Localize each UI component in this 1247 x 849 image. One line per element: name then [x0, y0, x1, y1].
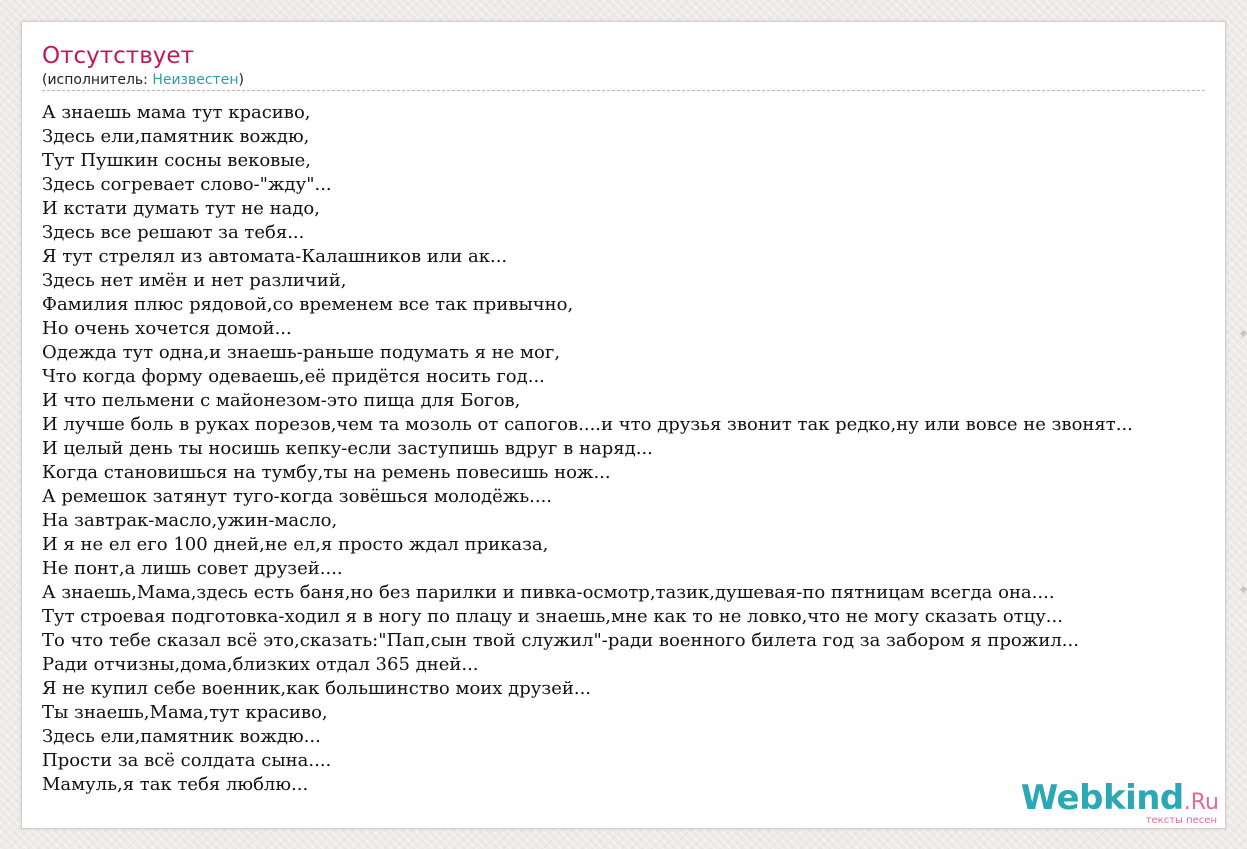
- lyric-line: Прости за всё солдата сына....: [42, 750, 332, 771]
- lyric-line: Но очень хочется домой...: [42, 318, 292, 339]
- lyric-line: Здесь ели,памятник вождю...: [42, 726, 321, 747]
- lyrics-card: [21, 21, 1226, 829]
- edge-ornament: [1240, 330, 1247, 337]
- title-divider: [42, 90, 1205, 91]
- lyric-line: Мамуль,я так тебя люблю...: [42, 774, 309, 795]
- lyric-line: Не понт,а лишь совет друзей....: [42, 558, 343, 579]
- lyric-line: Ради отчизны,дома,близких отдал 365 дней...: [42, 654, 479, 675]
- artist-line: [42, 71, 244, 89]
- lyric-line: Когда становишься на тумбу,ты на ремень повесишь нож...: [42, 462, 611, 483]
- logo-tagline: тексты песен: [1145, 815, 1217, 826]
- lyric-line: И кстати думать тут не надо,: [42, 198, 320, 219]
- artist-prefix: (исполнитель:: [42, 72, 153, 88]
- lyric-line: И целый день ты носишь кепку-если заступишь вдруг в наряд...: [42, 438, 653, 459]
- logo-main-text: Webkind: [1020, 778, 1184, 818]
- lyric-line: Здесь ели,памятник вождю,: [42, 126, 310, 147]
- lyric-line: Тут Пушкин сосны вековые,: [42, 150, 312, 171]
- artist-suffix: ): [238, 72, 244, 88]
- lyric-line: А знаешь мама тут красиво,: [42, 102, 311, 123]
- webkind-logo[interactable]: [1019, 780, 1219, 826]
- song-title: Отсутствует: [42, 43, 194, 69]
- lyric-line: Здесь нет имён и нет различий,: [42, 270, 347, 291]
- lyric-line: И что пельмени с майонезом-это пища для Богов,: [42, 390, 521, 411]
- lyric-line: А знаешь,Мама,здесь есть баня,но без парилки и пивка-осмотр,тазик,душевая-по пятницам всегда она....: [42, 582, 1055, 603]
- lyric-line: Что когда форму одеваешь,её придётся носить год...: [42, 366, 545, 387]
- edge-ornament: [1240, 586, 1247, 593]
- logo-suffix-text: .Ru: [1183, 790, 1219, 815]
- lyric-line: И я не ел его 100 дней,не ел,я просто ждал приказа,: [42, 534, 549, 555]
- artist-link[interactable]: Неизвестен: [152, 72, 239, 88]
- lyric-line: Фамилия плюс рядовой,со временем все так привычно,: [42, 294, 574, 315]
- lyric-line: То что тебе сказал всё это,сказать:"Пап,сын твой служил"-ради военного билета год за забором я прожил...: [42, 630, 1079, 651]
- lyric-line: Я не купил себе военник,как большинство моих друзей...: [42, 678, 592, 699]
- lyric-line: Одежда тут одна,и знаешь-раньше подумать я не мог,: [42, 342, 561, 363]
- lyric-line: Здесь согревает слово-"жду"...: [42, 174, 332, 195]
- lyric-line: Ты знаешь,Мама,тут красиво,: [42, 702, 328, 723]
- lyrics-text: [42, 101, 1225, 797]
- lyric-line: На завтрак-масло,ужин-масло,: [42, 510, 338, 531]
- lyric-line: Я тут стрелял из автомата-Калашников или ак...: [42, 246, 508, 267]
- lyric-line: А ремешок затянут туго-когда зовёшься молодёжь....: [42, 486, 553, 507]
- lyric-line: Здесь все решают за тебя...: [42, 222, 305, 243]
- lyric-line: Тут строевая подготовка-ходил я в ногу по плацу и знаешь,мне как то не ловко,что не могу сказать отцу...: [42, 606, 1063, 627]
- lyric-line: И лучше боль в руках порезов,чем та мозоль от сапогов....и что друзья звонит так редко,ну или вовсе не звонят...: [42, 414, 1133, 435]
